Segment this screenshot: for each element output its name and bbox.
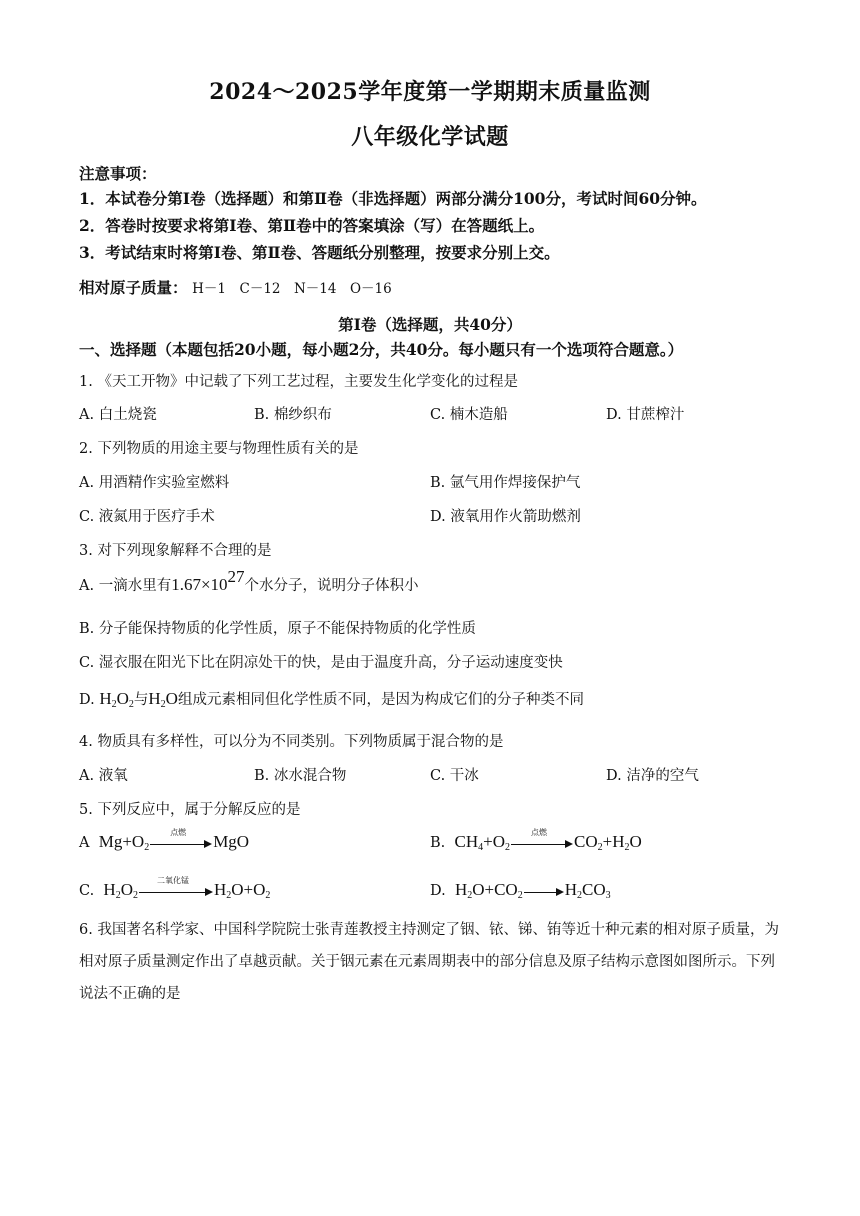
q5-option-a <box>79 828 250 853</box>
q3-option-d-and: 与 <box>133 692 149 708</box>
q6-stem: 6. 我国著名科学家、中国科学院院士张青莲教授主持测定了铟、铱、锑、铕等近十种元素的相对原子质量，为相对原子质量测定作出了卓越贡献。关于铟元素在元素周期表中的部分信息及原子结构示意图如图所示。下列说法不正确的是 <box>79 922 779 1002</box>
q5-option-c <box>79 876 271 901</box>
q3-option-c: C. 湿衣服在阳光下比在阴凉处干的快，是由于温度升高，分子运动速度变快 <box>79 655 563 671</box>
q2-stem: 2. 下列物质的用途主要与物理性质有关的是 <box>79 441 359 457</box>
formula-h2o: $H_2O$ <box>148 689 178 710</box>
q3-option-a-suffix: 个水分子，说明分子体积小 <box>244 578 419 594</box>
q3-option-d-label: D. <box>79 692 95 708</box>
notice-heading: 注意事项： <box>79 164 157 183</box>
q2-option-c: C. 液氮用于医疗手术 <box>79 509 215 525</box>
q4-option-b: B. 冰水混合物 <box>254 768 347 784</box>
q3-stem: 3. 对下列现象解释不合理的是 <box>79 543 272 559</box>
notice-item-1: 1．本试卷分第Ⅰ卷（选择题）和第Ⅱ卷（非选择题）两部分满分100分，考试时间60分钟。 <box>79 189 707 208</box>
q3-option-b: B. 分子能保持物质的化学性质，原子不能保持物质的化学性质 <box>79 621 476 637</box>
q1-option-d: D. 甘蔗榨汁 <box>606 407 685 423</box>
section-title: 第Ⅰ卷（选择题，共40分） <box>338 315 522 334</box>
exam-title: 2024～2025学年度第一学期期末质量监测 <box>209 79 651 105</box>
formula-h2o2: $H_2O_2$ <box>99 689 134 710</box>
q5-option-a-label: A <box>79 835 90 851</box>
reaction-arrow <box>139 876 213 898</box>
q1-option-b: B. 棉纱织布 <box>254 407 332 423</box>
q5-option-d <box>430 880 611 900</box>
equation-b: $CH_4+O_2$ 点燃 $CO_2+H_2O$ <box>454 828 642 853</box>
q4-option-d: D. 洁净的空气 <box>606 768 699 784</box>
condition-ignite: 点燃 <box>530 828 547 838</box>
section-instruction: 一、选择题（本题包括20小题，每小题2分，共40分。每小题只有一个选项符合题意。） <box>79 340 684 359</box>
equation-d: $H_2O+CO_2$ $H_2CO_3$ <box>454 880 611 901</box>
q5-option-d-label: D. <box>430 883 446 899</box>
q5-option-b <box>430 828 642 853</box>
q3-option-a-prefix: A. 一滴水里有 <box>79 578 172 594</box>
exam-subtitle: 八年级化学试题 <box>351 124 509 150</box>
q3-option-a-number: 1.67×10 <box>171 575 228 594</box>
reaction-arrow <box>150 828 212 850</box>
atomic-mass-label: 相对原子质量： <box>79 278 188 297</box>
q4-stem: 4. 物质具有多样性，可以分为不同类别。下列物质属于混合物的是 <box>79 734 504 750</box>
q1-option-a: A. 白土烧瓷 <box>79 407 157 423</box>
condition-ignite: 点燃 <box>170 828 187 838</box>
reaction-arrow <box>524 884 564 898</box>
notice-item-3: 3．考试结束时将第Ⅰ卷、第Ⅱ卷、答题纸分别整理，按要求分别上交。 <box>79 243 560 262</box>
notice-item-2: 2．答卷时按要求将第Ⅰ卷、第Ⅱ卷中的答案填涂（写）在答题纸上。 <box>79 216 545 235</box>
atomic-mass-line <box>79 276 392 298</box>
q2-option-b: B. 氩气用作焊接保护气 <box>430 475 581 491</box>
q3-option-d <box>79 688 584 709</box>
q2-option-a: A. 用酒精作实验室燃料 <box>79 475 230 491</box>
q5-option-c-label: C. <box>79 883 95 899</box>
equation-c: $H_2O_2$ 二氧化锰 $H_2O+O_2$ <box>103 876 271 901</box>
condition-mno2: 二氧化锰 <box>156 876 189 886</box>
q3-option-a-exponent: 27 <box>227 567 245 586</box>
q1-option-c: C. 楠木造船 <box>430 407 508 423</box>
q2-option-d: D. 液氧用作火箭助燃剂 <box>430 509 581 525</box>
q5-stem: 5. 下列反应中，属于分解反应的是 <box>79 802 301 818</box>
q5-option-b-label: B. <box>430 835 446 851</box>
atomic-mass-values: H－1 C－12 N－14 O－16 <box>192 281 392 297</box>
q1-stem: 1. 《天工开物》中记载了下列工艺过程，主要发生化学变化的过程是 <box>79 374 518 390</box>
q4-option-a: A. 液氧 <box>79 768 128 784</box>
q3-option-a <box>79 567 419 595</box>
q3-option-d-suffix: 组成元素相同但化学性质不同，是因为构成它们的分子种类不同 <box>177 692 584 708</box>
reaction-arrow <box>511 828 573 850</box>
q4-option-c: C. 干冰 <box>430 768 479 784</box>
equation-a: $Mg+O_2$ 点燃 MgO <box>98 828 250 853</box>
